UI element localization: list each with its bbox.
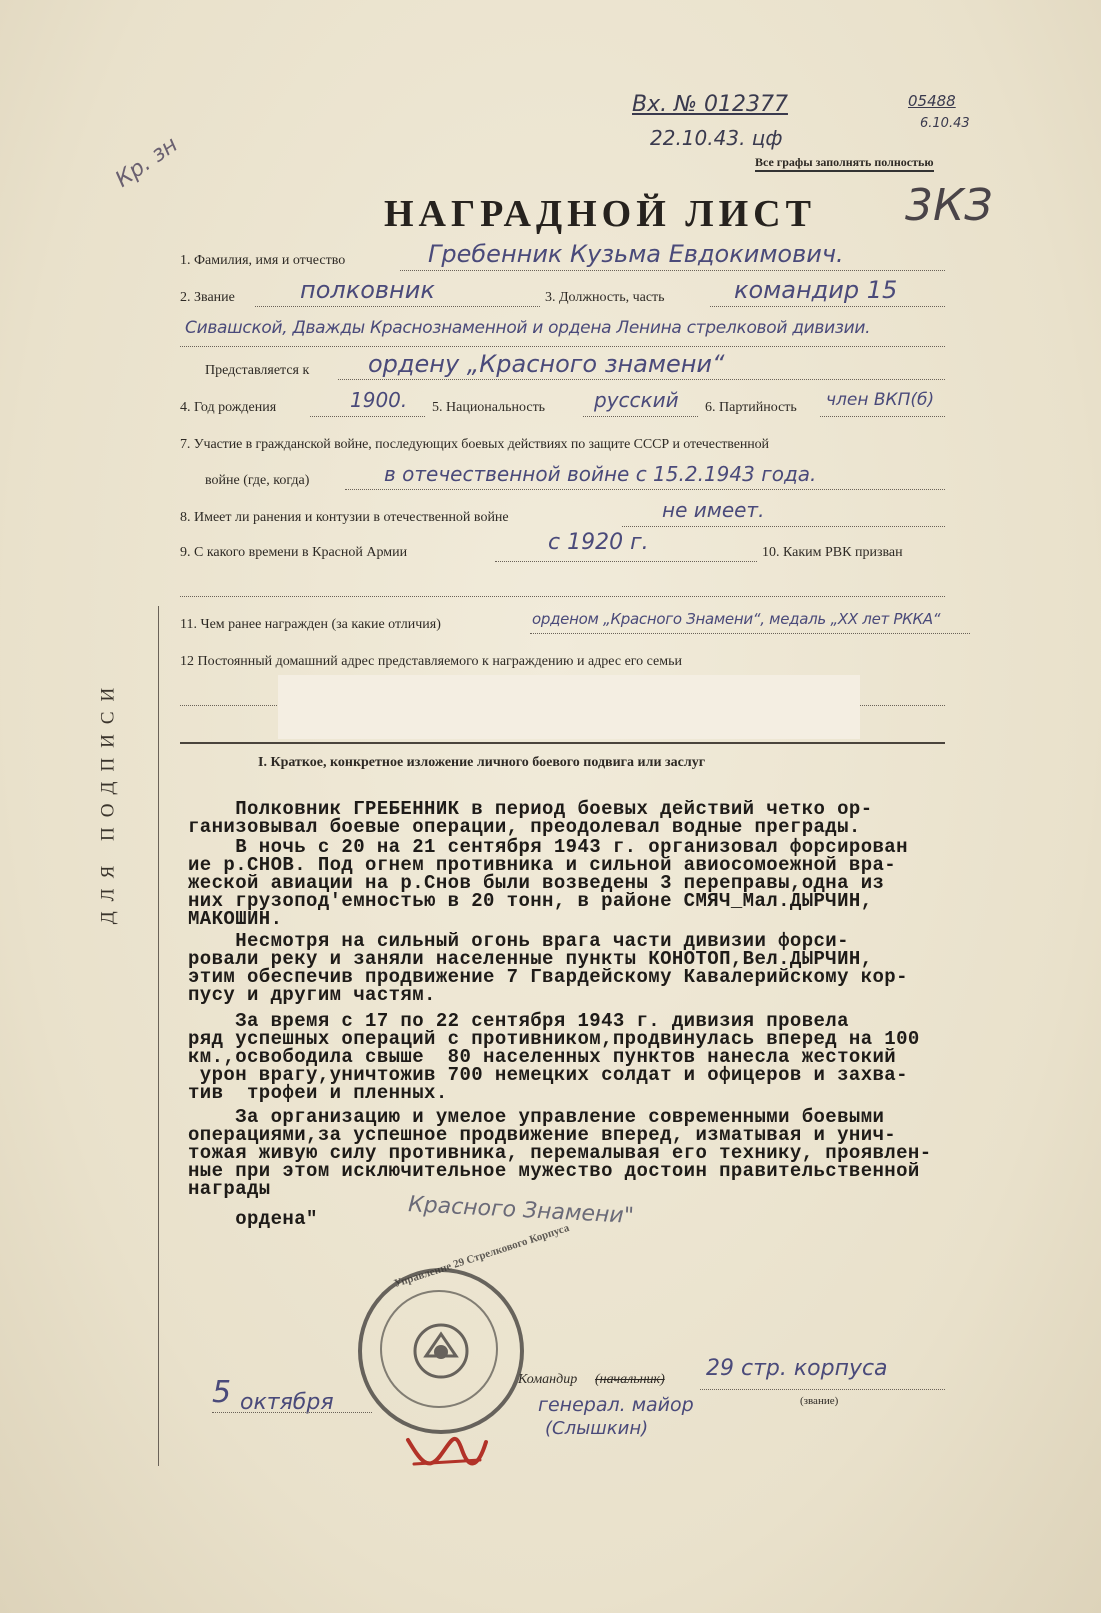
fill-instruction: Все графы заполнять полностью [755,155,934,172]
body-line: ордена" [188,1208,318,1230]
presented-label: Представляется к [205,363,310,378]
field-6-label: 6. Партийность [705,400,797,415]
body-line: награды [188,1178,271,1200]
field-9-value: с 1920 г. [548,530,649,555]
field-10-label: 10. Каким РВК призван [762,545,903,560]
field-8-line [622,526,945,527]
field-7-value: в отечественной войне с 15.2.1943 года. [384,462,817,486]
body-line: В ночь с 20 на 21 сентября 1943 г. организовал форсирован [188,836,908,858]
field-5-line [583,416,698,417]
presented-line [338,379,945,380]
field-3-label: 3. Должность, часть [545,290,665,305]
field-3-line [710,306,945,307]
body-line: ганизовывал боевые операции, преодолевал водные преграды. [188,816,861,838]
field-6-value: член ВКП(б) [826,390,935,410]
field-4-label: 4. Год рождения [180,400,277,415]
commander-label: Командир [518,1372,578,1387]
field-11-label: 11. Чем ранее награжден (за какие отличия) [180,617,441,632]
body-line: ие р.СНОВ. Под огнем противника и сильной авиосомоежной вра- [188,854,897,876]
body-line: км.,освободила свыше 80 населенных пунктов нанесла жестокий [188,1046,897,1068]
field-1-label: 1. Фамилия, имя и отчество [180,253,346,268]
field-4-value: 1900. [350,388,408,412]
field-1-value: Гребенник Кузьма Евдокимович. [428,240,844,268]
body-line: жеской авиации на р.Снов были возведены 3 переправы,одна из [188,872,885,894]
document-number: 05488 [908,92,956,110]
stamp-text: Управление 29 Стрелкового Корпуса [392,1221,571,1291]
field-7-line [345,489,945,490]
field-7-label-continued: войне (где, когда) [205,473,310,488]
commander-struck: (начальник) [595,1372,665,1387]
body-line: МАКОШИН. [188,908,283,930]
field-9-line [495,561,757,562]
margin-note: Кр. зн [111,132,183,193]
body-line: ные при этом исключительное мужество достоин правительственной [188,1160,920,1182]
section-title: I. Краткое, конкретное изложение личного боевого подвига или заслуг [258,755,706,770]
body-line: них грузопод'емностью в 20 тонн, в районе СМЯЧ_Мал.ДЫРЧИН, [188,890,873,912]
body-line: этим обеспечив продвижение 7 Гвардейскому Кавалерийскому кор- [188,966,908,988]
field-8-value: не имеет. [662,498,765,522]
field-9-label: 9. С какого времени в Красной Армии [180,545,408,560]
field-4-line [310,416,425,417]
date-month: октября [240,1390,334,1415]
body-line: Несмотря на сильный огонь врага части дивизии форси- [188,930,849,952]
date-line [212,1412,372,1413]
field-11-value: орденом „Красного Знамени“, медаль „XX лет РККА“ [532,610,941,628]
field-2-label: 2. Звание [180,290,235,305]
redacted-address [278,675,860,739]
date-day: 5 [212,1375,232,1410]
rank-hint: (звание) [800,1395,839,1407]
official-stamp [358,1268,524,1434]
approval-note: 3КЗ [905,180,993,231]
field-3-line2 [180,346,945,347]
field-2-line [255,306,540,307]
page-title: НАГРАДНОЙ ЛИСТ [384,193,816,235]
body-line: ровали реку и заняли населенные пункты КОНОТОП,Вел.ДЫРЧИН, [188,948,873,970]
field-12-label: 12 Постоянный домашний адрес представляемого к награждению и адрес его семьи [180,654,683,669]
field-10-line [180,596,945,597]
body-line: урон врагу,уничтожив 700 немецких солдат и офицеров и захва- [188,1064,908,1086]
stamp-emblem-icon [406,1316,476,1386]
commander-value: 29 стр. корпуса [706,1356,888,1381]
registration-number: Вх. № 012377 [632,92,788,117]
body-line: тожая живую силу противника, перемалывая его технику, проявлен- [188,1142,932,1164]
body-line: За организацию и умелое управление современными боевыми [188,1106,885,1128]
body-line: ряд успешных операций с противником,продвинулась вперед на 100 [188,1028,920,1050]
body-line: Полковник ГРЕБЕННИК в период боевых действий четко ор- [188,798,873,820]
award-handwritten: Красного Знамени" [407,1192,635,1229]
field-1-line [400,270,945,271]
body-line: пусу и другим частям. [188,984,436,1006]
field-3-value: командир 15 [734,276,898,304]
field-8-label: 8. Имеет ли ранения и контузии в отечественной войне [180,510,509,525]
body-line: тив трофеи и пленных. [188,1082,448,1104]
section-divider [180,742,945,744]
commander-line [700,1389,945,1390]
rank-value: генерал. майор [538,1394,694,1416]
field-6-line [820,416,945,417]
body-line: За время с 17 по 22 сентября 1943 г. дивизия провела [188,1010,849,1032]
field-2-value: полковник [300,276,435,304]
field-7-label: 7. Участие в гражданской войне, последующих боевых действиях по защите СССР и отечественной [180,437,769,452]
field-11-line [530,633,970,634]
field-5-value: русский [594,388,679,412]
field-3-value-continued: Сивашской, Дважды Краснознаменной и ордена Ленина стрелковой дивизии. [185,318,871,338]
registration-date: 22.10.43. цф [650,126,783,150]
handwritten-signature [400,1420,490,1480]
side-label: ДЛЯ ПОДПИСИ [97,677,119,925]
presented-value: ордену „Красного знамени“ [368,350,725,378]
signer-name: (Слышкин) [545,1418,649,1439]
signature-side-rule [158,606,159,1466]
body-line: операциями,за успешное продвижение вперед, изматывая и унич- [188,1124,897,1146]
document-date: 6.10.43 [920,116,970,131]
field-5-label: 5. Национальность [432,400,546,415]
